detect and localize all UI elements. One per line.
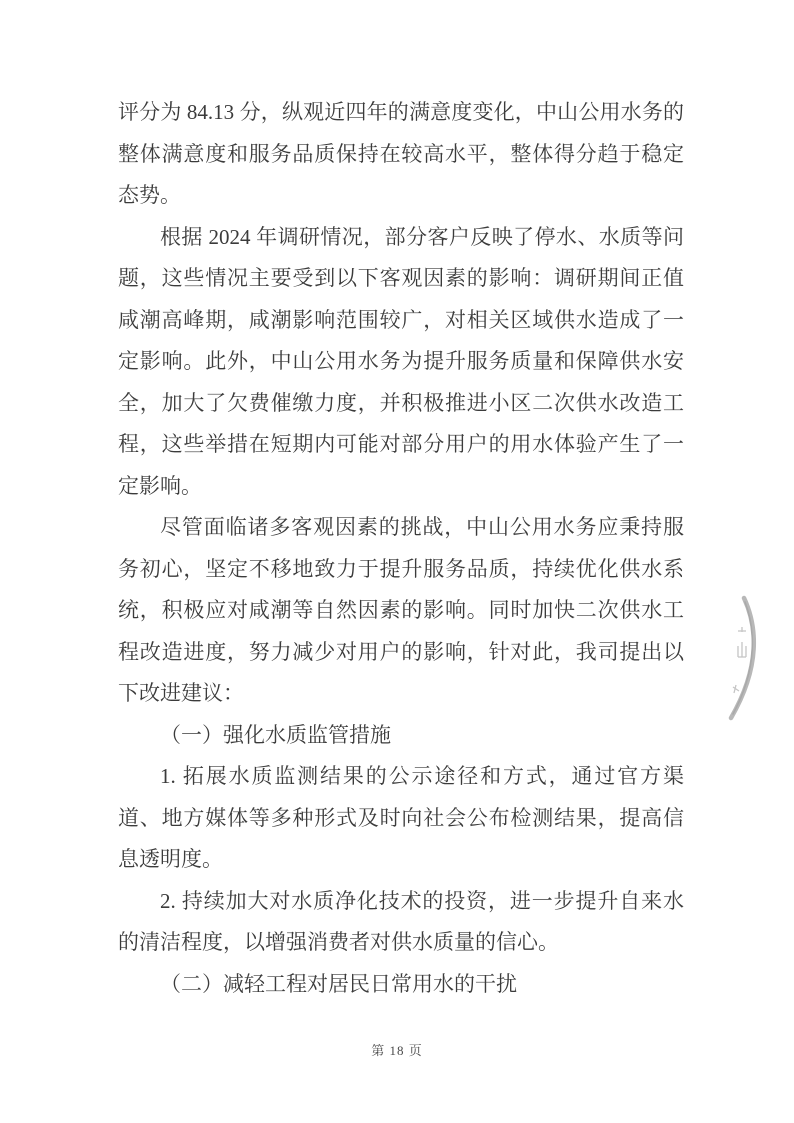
paragraph-commitment: 尽管面临诸多客观因素的挑战，中山公用水务应秉持服务初心，坚定不移地致力于提升服务品质，持续优化供水系统，积极应对咸潮等自然因素的影响。同时加快二次供水工程改造进度，努力减少对用户的影响，针对此，我司提出以下改进建议： [118,515,684,705]
paragraph-survey-findings: 根据 2024 年调研情况，部分客户反映了停水、水质等问题，这些情况主要受到以下客观因素的影响：调研期间正值咸潮高峰期，咸潮影响范围较广，对相关区域供水造成了一定影响。此外，中山公用水务为提升服务质量和保障供水安全，加大了欠费催缴力度，并积极推进小区二次供水改造工程，这些举措在短期内可能对部分用户的用水体验产生了一定影响。 [118,224,684,498]
paragraph-suggestion-1-item-1: 1. 拓展水质监测结果的公示途径和方式，通过官方渠道、地方媒体等多种形式及时向社会公布检测结果，提高信息透明度。 [118,764,684,871]
page-number: 第 18 页 [371,1043,423,1058]
paragraph-suggestion-1-item-2: 2. 持续加大对水质净化技术的投资，进一步提升自来水的清洁程度，以增强消费者对供水质量的信心。 [118,888,684,954]
heading-suggestion-1: （一）强化水质监管措施 [160,722,391,747]
heading-suggestion-2: （二）减轻工程对居民日常用水的干扰 [160,971,517,996]
page-footer [0,1040,794,1059]
paragraph-continuation: 评分为 84.13 分，纵观近四年的满意度变化，中山公用水务的整体满意度和服务品质保持在较高水平，整体得分趋于稳定态势。 [118,100,684,207]
partial-seal-imprint-icon [700,586,790,736]
document-text-block [118,92,684,1005]
